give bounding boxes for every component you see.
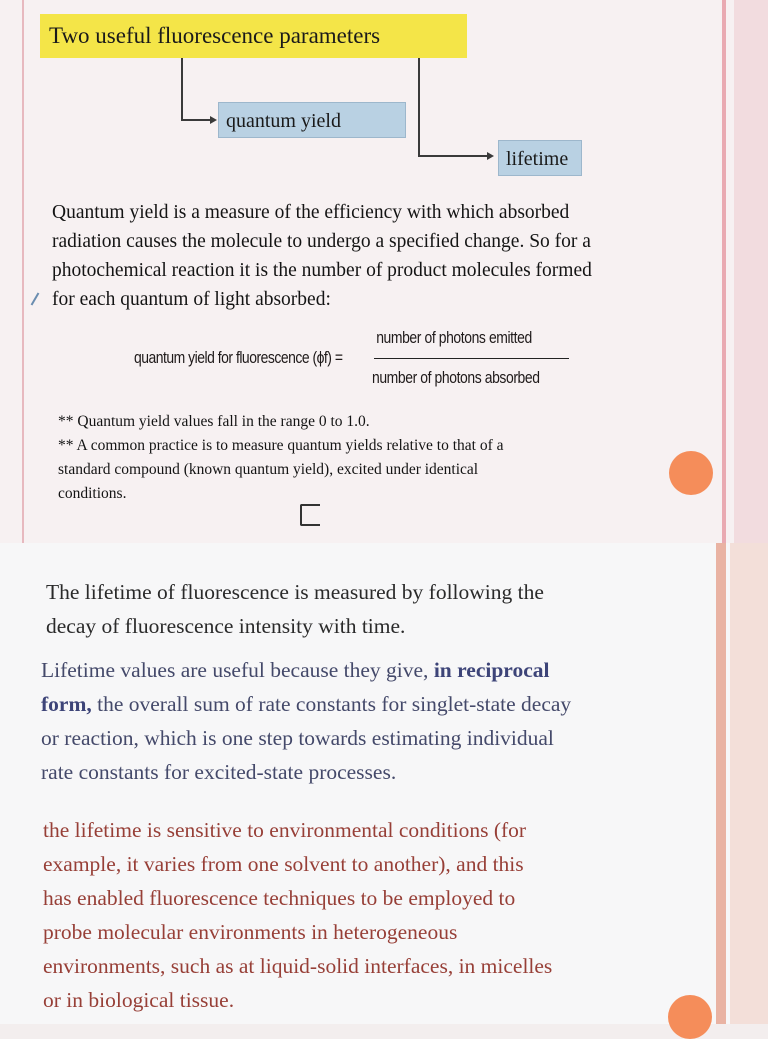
label-lifetime: lifetime bbox=[498, 140, 582, 176]
slide-lifetime bbox=[0, 543, 768, 1024]
highlight-form: form, bbox=[41, 692, 92, 716]
connector-vertical-1 bbox=[181, 58, 183, 120]
orange-circle-decoration bbox=[669, 451, 713, 495]
left-accent-stripe bbox=[22, 0, 24, 543]
lifetime-intro bbox=[46, 575, 544, 643]
quantum-yield-formula bbox=[134, 322, 584, 400]
formula-denominator: number of photons absorbed bbox=[372, 368, 540, 387]
note-line: conditions. bbox=[58, 485, 127, 502]
usefulness-text: Lifetime values are useful because they give, bbox=[41, 658, 434, 682]
sensitivity-line: has enabled fluorescence techniques to be employed to bbox=[43, 886, 516, 910]
lifetime-sensitivity bbox=[43, 813, 552, 1017]
highlight-reciprocal: in reciprocal bbox=[433, 658, 550, 682]
definition-line: for each quantum of light absorbed: bbox=[52, 289, 331, 310]
right-accent-stripe bbox=[722, 0, 726, 543]
right-accent-stripe bbox=[716, 543, 726, 1024]
quantum-yield-definition bbox=[52, 198, 592, 314]
definition-line: Quantum yield is a measure of the efficiency with which absorbed bbox=[52, 202, 570, 223]
label-quantum-yield: quantum yield bbox=[218, 102, 406, 138]
sensitivity-line: example, it varies from one solvent to another), and this bbox=[43, 852, 524, 876]
connector-vertical-2 bbox=[418, 58, 420, 156]
formula-numerator: number of photons emitted bbox=[376, 328, 532, 347]
handwritten-c-mark bbox=[300, 504, 320, 526]
sensitivity-line: or in biological tissue. bbox=[43, 988, 235, 1012]
sensitivity-line: the lifetime is sensitive to environmental conditions (for bbox=[43, 818, 527, 842]
formula-lhs: quantum yield for fluorescence (ϕf) = bbox=[134, 348, 343, 367]
note-line: standard compound (known quantum yield), excited under identical bbox=[58, 461, 479, 478]
lifetime-usefulness bbox=[41, 653, 571, 789]
arrow-to-quantum-yield bbox=[210, 116, 217, 124]
connector-horizontal-2 bbox=[418, 155, 488, 157]
fraction-bar bbox=[374, 358, 569, 359]
connector-horizontal-1 bbox=[181, 119, 211, 121]
intro-line: decay of fluorescence intensity with time. bbox=[46, 614, 406, 638]
slide-title: Two useful fluorescence parameters bbox=[40, 14, 467, 58]
note-line: ** Quantum yield values fall in the range 0 to 1.0. bbox=[58, 413, 370, 430]
pen-mark bbox=[31, 292, 40, 305]
definition-line: photochemical reaction it is the number of product molecules formed bbox=[52, 260, 592, 281]
sensitivity-line: probe molecular environments in heterogeneous bbox=[43, 920, 458, 944]
usefulness-line: or reaction, which is one step towards estimating individual bbox=[41, 726, 554, 750]
definition-line: radiation causes the molecule to undergo a specified change. So for a bbox=[52, 231, 591, 252]
intro-line: The lifetime of fluorescence is measured by following the bbox=[46, 580, 544, 604]
usefulness-text: the overall sum of rate constants for singlet-state decay bbox=[91, 692, 572, 716]
usefulness-line bbox=[41, 653, 571, 687]
usefulness-line: rate constants for excited-state processes. bbox=[41, 760, 397, 784]
sensitivity-line: environments, such as at liquid-solid interfaces, in micelles bbox=[43, 954, 553, 978]
note-line: ** A common practice is to measure quantum yields relative to that of a bbox=[58, 437, 504, 454]
orange-circle-decoration bbox=[668, 995, 712, 1039]
right-margin-band bbox=[730, 543, 768, 1024]
quantum-yield-notes bbox=[58, 410, 504, 506]
right-margin-band bbox=[734, 0, 768, 543]
usefulness-line bbox=[41, 687, 571, 721]
arrow-to-lifetime bbox=[487, 152, 494, 160]
